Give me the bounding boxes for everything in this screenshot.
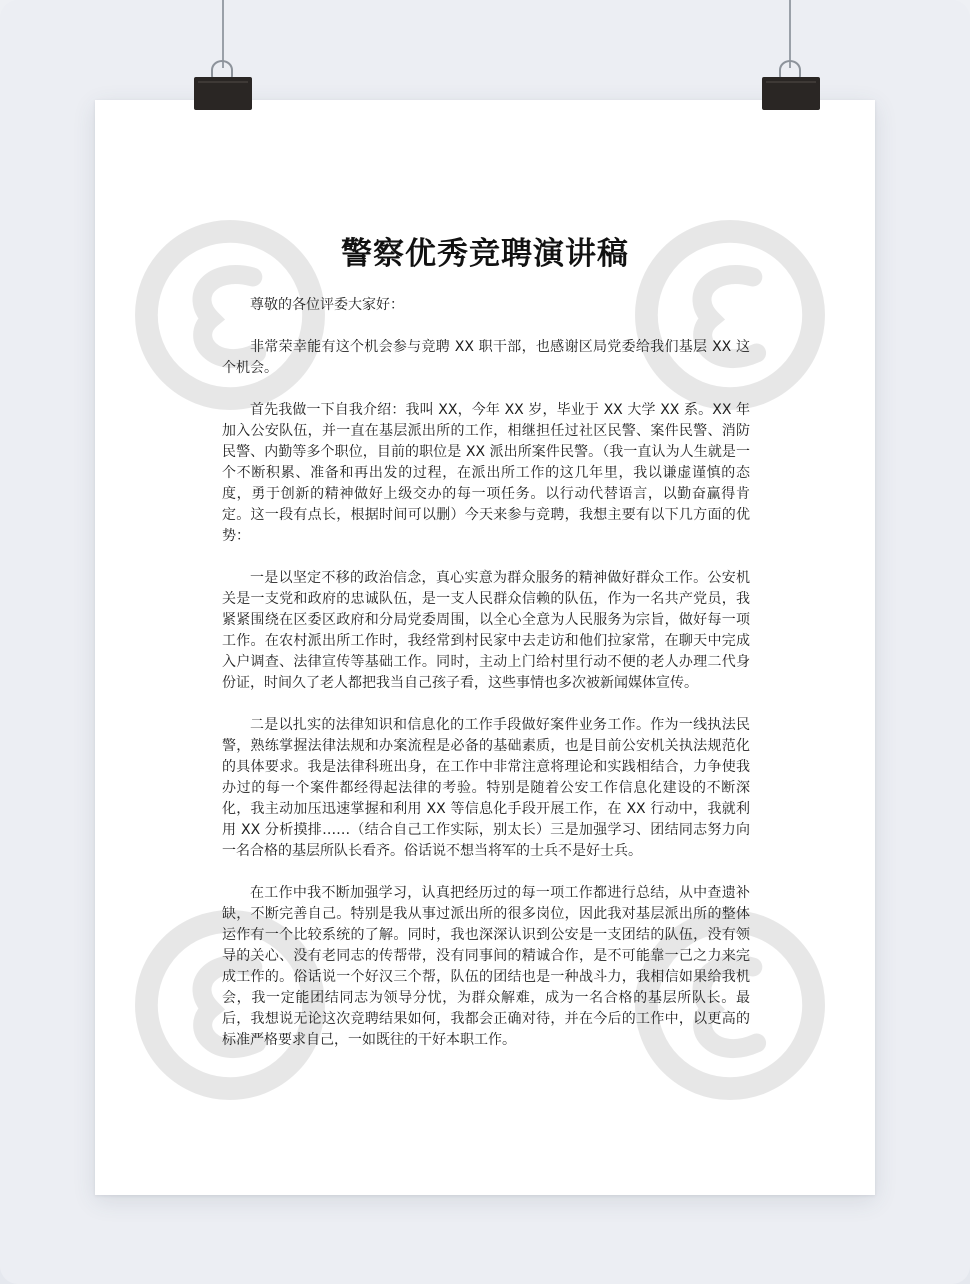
document-sheet xyxy=(95,100,875,1195)
body-paragraph: 在工作中我不断加强学习，认真把经历过的每一项工作都进行总结，从中查遗补缺，不断完善自己。特别是我从事过派出所的很多岗位，因此我对基层派出所的整体运作有一个比较系统的了解。同时，我也深深认识到公安是一支团结的队伍，没有领导的关心、没有老同志的传帮带，没有同事间的精诚合作，是不可能靠一己之力来完成工作的。俗话说一个好汉三个帮，队伍的团结也是一种战斗力，我相信如果给我机会，我一定能团结同志为领导分忧，为群众解难，成为一名合格的基层所队长。最后，我想说无论这次竞聘结果如何，我都会正确对待，并在今后的工作中，以更高的标准严格要求自己，一如既往的干好本职工作。 xyxy=(222,885,750,1048)
binder-clip-left-icon xyxy=(194,60,252,110)
hanging-wire-right xyxy=(789,0,791,68)
body-paragraph: 一是以坚定不移的政治信念，真心实意为群众服务的精神做好群众工作。公安机关是一支党和政府的忠诚队伍，是一支人民群众信赖的队伍，作为一名共产党员，我紧紧围绕在区委区政府和分局党委周围，以全心全意为人民服务为宗旨，做好每一项工作。在农村派出所工作时，我经常到村民家中去走访和他们拉家常，在聊天中完成入户调查、法律宣传等基础工作。同时，主动上门给村里行动不便的老人办理二代身份证，时间久了老人都把我当自己孩子看，这些事情也多次被新闻媒体宣传。 xyxy=(222,570,750,691)
binder-clip-right-icon xyxy=(762,60,820,110)
body-paragraph: 二是以扎实的法律知识和信息化的工作手段做好案件业务工作。作为一线执法民警，熟练掌握法律法规和办案流程是必备的基础素质，也是目前公安机关执法规范化的具体要求。我是法律科班出身，在工作中非常注意将理论和实践相结合，力争使我办过的每一个案件都经得起法律的考验。特别是随着公安工作信息化建设的不断深化，我主动加压迅速掌握和利用 XX 等信息化手段开展工作，在 XX 行动中，我就利用 XX 分析摸排……（结合自己工作实际，别太长）三是加强学习、团结同志努力向一名合格的基层所队长看齐。俗话说不想当将军的士兵不是好士兵。 xyxy=(222,717,750,859)
hanging-wire-left xyxy=(222,0,224,68)
body-paragraph: 首先我做一下自我介绍：我叫 XX，今年 XX 岁，毕业于 XX 大学 XX 系。XX 年加入公安队伍，并一直在基层派出所的工作，相继担任过社区民警、案件民警、消防民警、内勤等多个职位，目前的职位是 XX 派出所案件民警。（我一直认为人生就是一个不断积累、准备和再出发的过程，在派出所工作的这几年里，我以谦虚谨慎的态度，勇于创新的精神做好上级交办的每一项任务。以行动代替语言，以勤奋赢得肯定。这一段有点长，根据时间可以删）今天来参与竞聘，我想主要有以下几方面的优势： xyxy=(222,402,750,544)
document-title: 警察优秀竞聘演讲稿 xyxy=(341,236,629,272)
body-paragraph: 非常荣幸能有这个机会参与竞聘 XX 职干部，也感谢区局党委给我们基层 XX 这个机会。 xyxy=(222,339,750,376)
document-body xyxy=(222,295,750,1072)
salutation-paragraph: 尊敬的各位评委大家好： xyxy=(250,297,404,313)
